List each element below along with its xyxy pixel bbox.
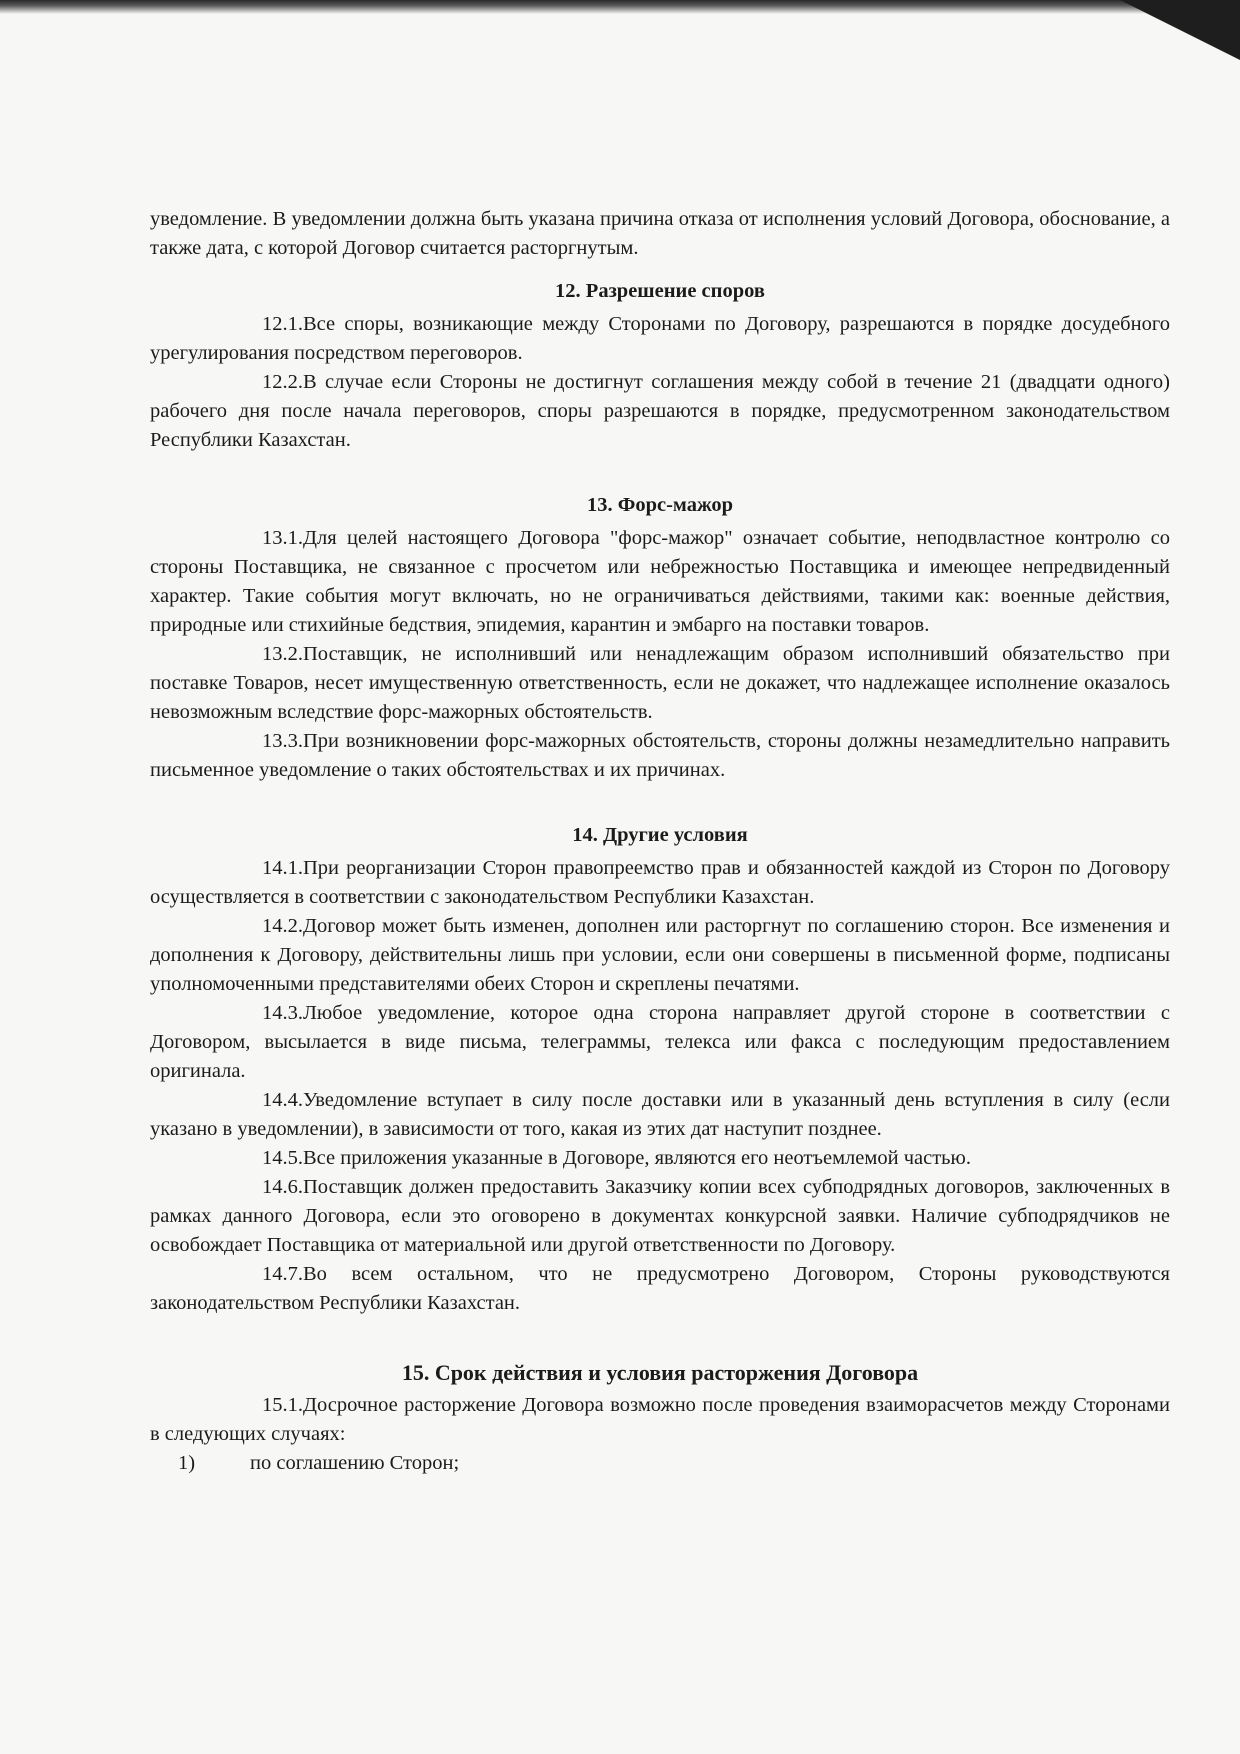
clause-15-1: 15.1.Досрочное расторжение Договора возможно после проведения взаиморасчетов между Сторонами в следующих случаях: <box>150 1394 1170 1445</box>
clause-14-2: 14.2.Договор может быть изменен, дополнен или расторгнут по соглашению сторон. Все изменения и дополнения к Договору, действительны лишь при условии, если они совершены в письменной форме, подписаны уполномоченными представителями обеих Сторон и скреплены печатями. <box>150 915 1170 995</box>
clause-14-7: 14.7.Во всем остальном, что не предусмотрено Договором, Стороны руководствуются законодательством Республики Казахстан. <box>150 1263 1170 1314</box>
section-13-title: 13. Форс-мажор <box>586 494 733 516</box>
clause-13-3: 13.3.При возникновении форс-мажорных обстоятельств, стороны должны незамедлительно направить письменное уведомление о таких обстоятельствах и их причинах. <box>150 730 1170 781</box>
clause-14-1: 14.1.При реорганизации Сторон правопреемство прав и обязанностей каждой из Сторон по Договору осуществляется в соответствии с законодательством Республики Казахстан. <box>150 857 1170 908</box>
section-14-title: 14. Другие условия <box>572 824 748 846</box>
clause-14-3: 14.3.Любое уведомление, которое одна сторона направляет другой стороне в соответствии с Договором, высылается в виде письма, телеграммы, телекса или факса с последующим предоставлением оригинала. <box>150 1002 1170 1082</box>
intro-paragraph: уведомление. В уведомлении должна быть указана причина отказа от исполнения условий Договора, обоснование, а также дата, с которой Договор считается расторгнутым. <box>150 208 1170 259</box>
clause-12-1: 12.1.Все споры, возникающие между Сторонами по Договору, разрешаются в порядке досудебного урегулирования посредством переговоров. <box>150 313 1170 364</box>
clause-14-4: 14.4.Уведомление вступает в силу после доставки или в указанный день вступления в силу (если указано в уведомлении), в зависимости от того, какая из этих дат наступит позднее. <box>150 1089 1170 1140</box>
section-12-title: 12. Разрешение споров <box>555 280 765 302</box>
list-item: 1) по соглашению Сторон; <box>178 1452 460 1474</box>
clause-14-6: 14.6.Поставщик должен предоставить Заказчику копии всех субподрядных договоров, заключенных в рамках данного Договора, если это оговорено в документах конкурсной заявки. Наличие субподрядчиков не освобождает Поставщика от материальной или другой ответственности по Договору. <box>150 1176 1170 1256</box>
section-15-title: 15. Срок действия и условия расторжения Договора <box>401 1360 919 1385</box>
scan-corner-shadow <box>1120 0 1240 60</box>
scan-top-edge <box>0 0 1240 14</box>
clause-13-2: 13.2.Поставщик, не исполнивший или ненадлежащим образом исполнивший обязательство при поставке Товаров, несет имущественную ответственность, если не докажет, что надлежащее исполнение оказалось невозможным вследствие форс-мажорных обстоятельств. <box>150 643 1170 723</box>
document-page <box>150 205 1170 1478</box>
clause-14-5: 14.5.Все приложения указанные в Договоре, являются его неотъемлемой частью. <box>262 1147 971 1169</box>
clause-12-2: 12.2.В случае если Стороны не достигнут соглашения между собой в течение 21 (двадцати одного) рабочего дня после начала переговоров, споры разрешаются в порядке, предусмотренном законодательством Республики Казахстан. <box>150 371 1170 451</box>
clause-13-1: 13.1.Для целей настоящего Договора "форс-мажор" означает событие, неподвластное контролю со стороны Поставщика, не связанное с просчетом или небрежностью Поставщика и имеющее непредвиденный характер. Такие события могут включать, но не ограничиваться действиями, такими как: военные действия, природные или стихийные бедствия, эпидемия, карантин и эмбарго на поставки товаров. <box>150 527 1170 636</box>
